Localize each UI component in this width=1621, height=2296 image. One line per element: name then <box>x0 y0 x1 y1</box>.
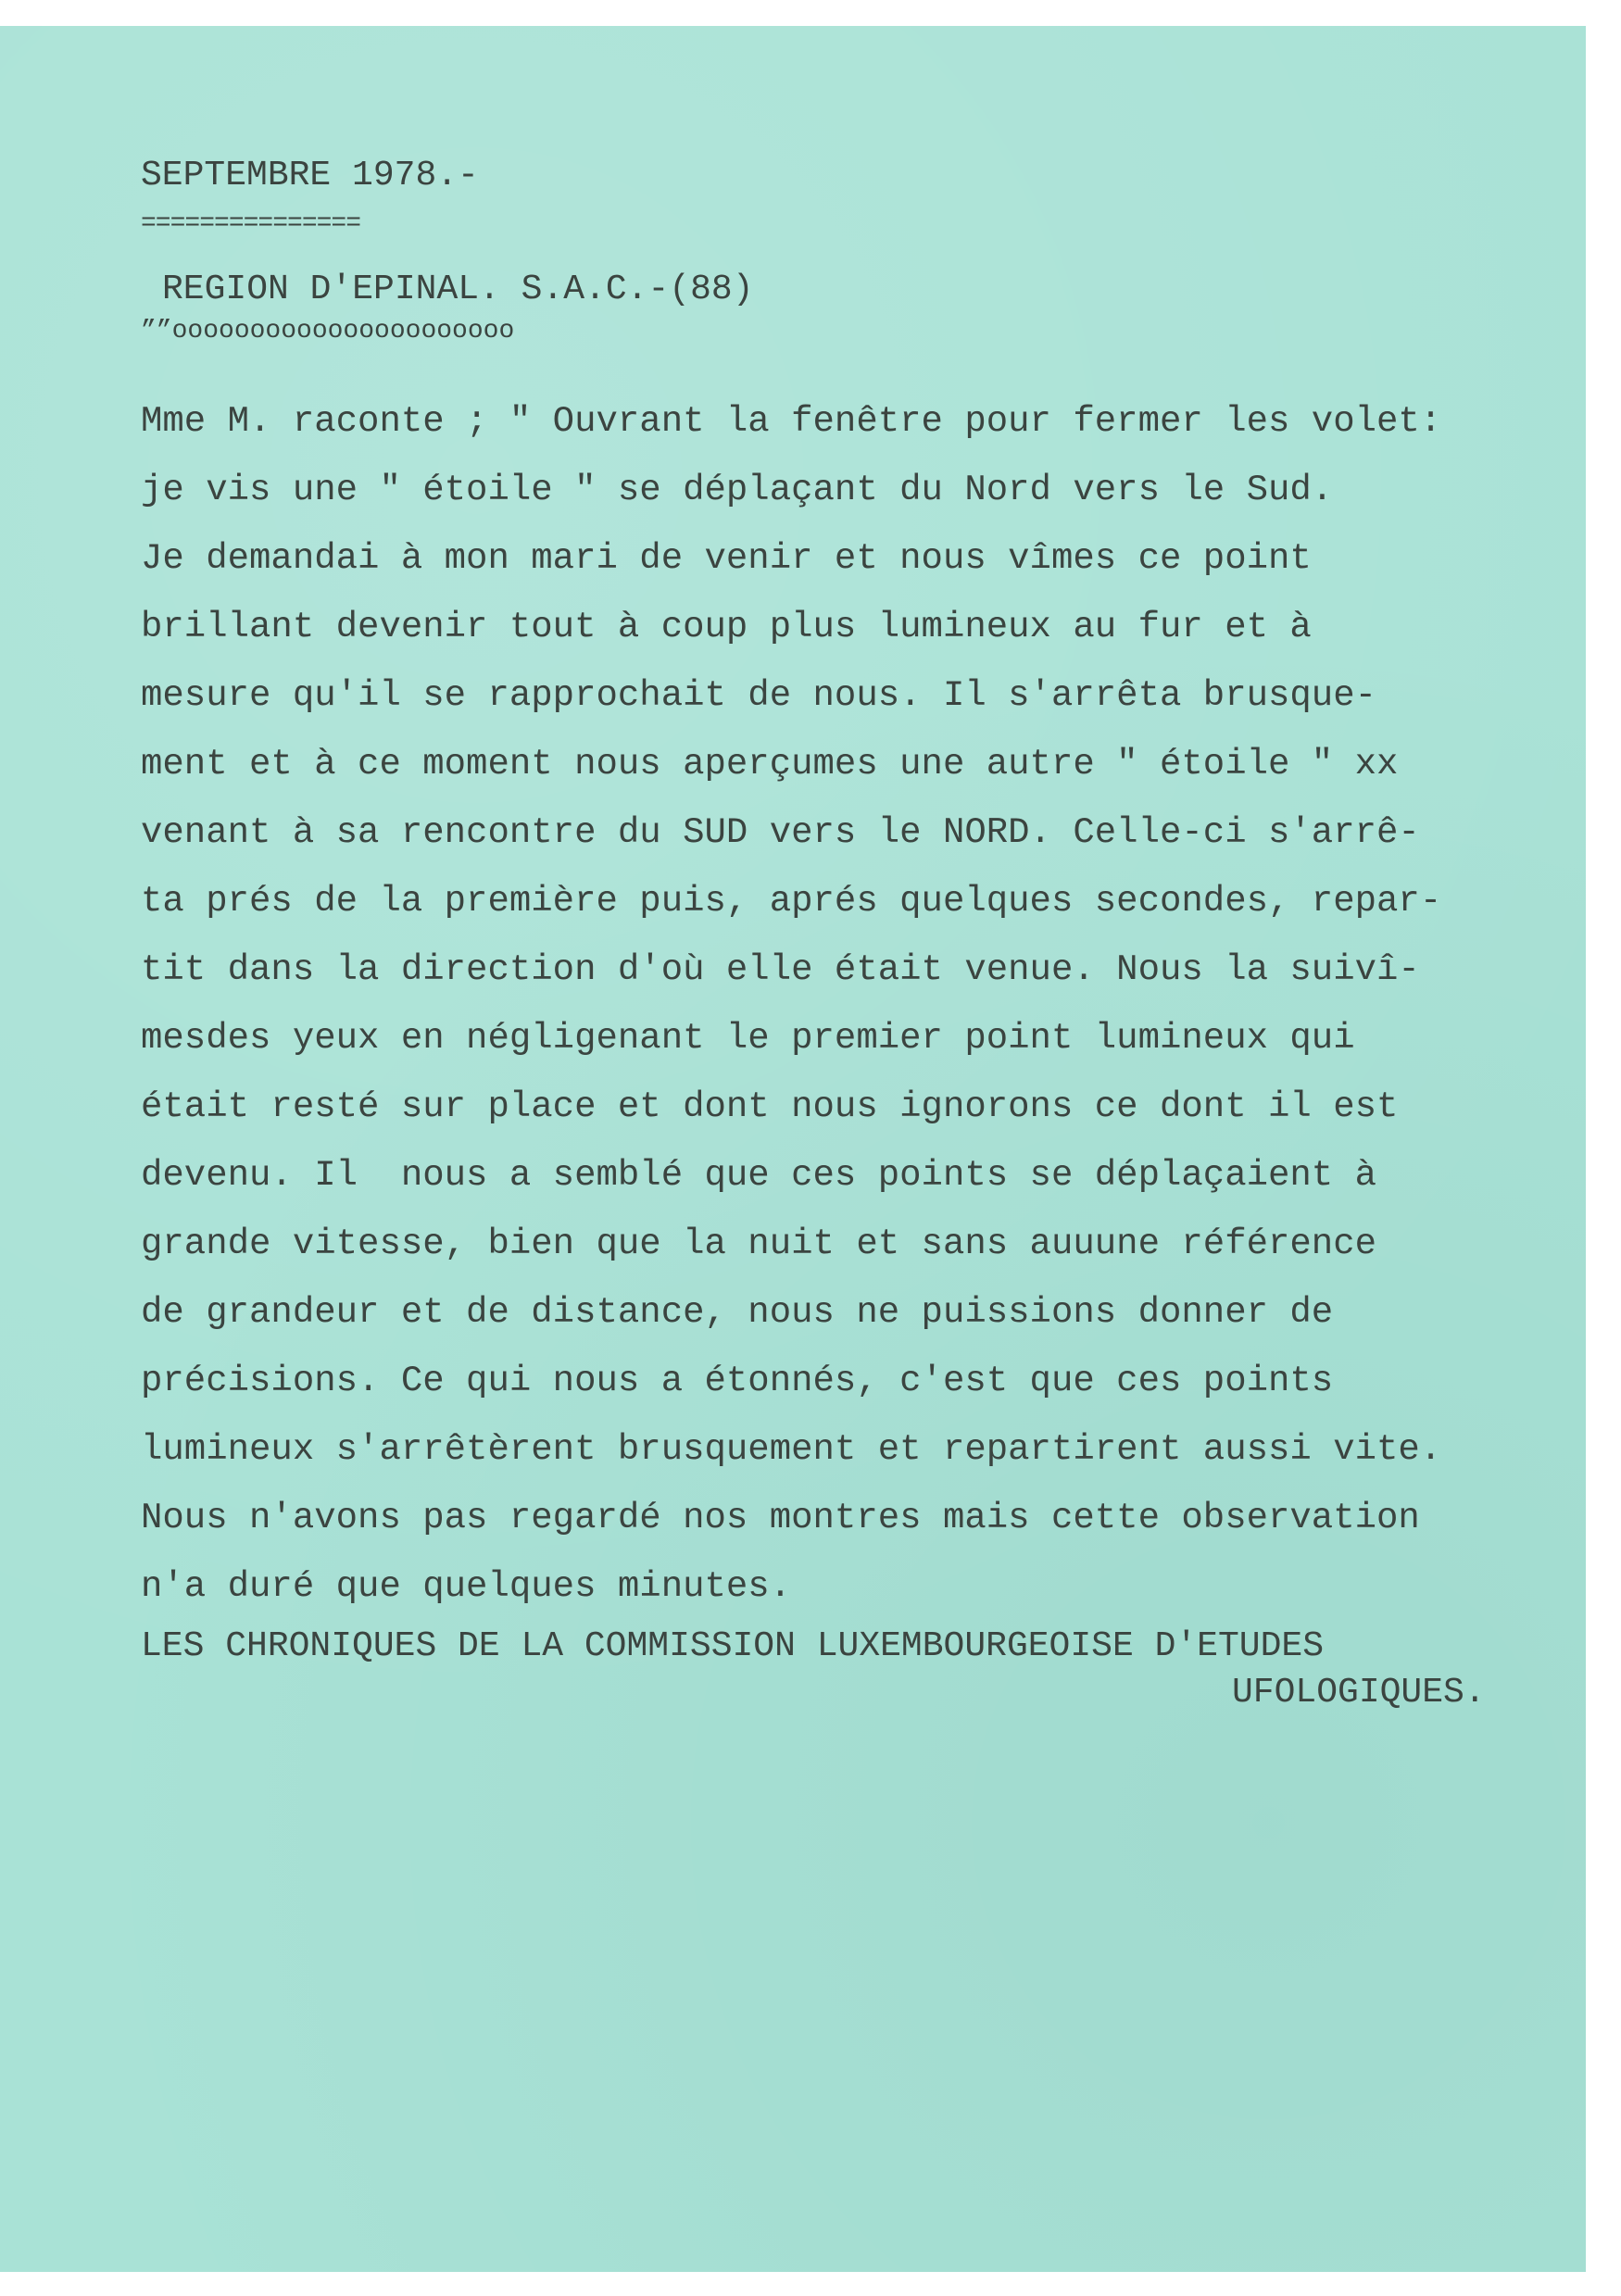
source-credit-continued: UFOLOGIQUES. <box>1232 1673 1486 1713</box>
location-heading: REGION D'EPINAL. S.A.C.-(88) <box>162 270 754 309</box>
text-line: précisions. Ce qui nous a étonnés, c'est que ces points <box>141 1361 1334 1401</box>
text-line: grande vitesse, bien que la nuit et sans auuune référence <box>141 1223 1377 1264</box>
text-line: mesdes yeux en négligenant le premier point lumineux qui <box>141 1018 1355 1059</box>
source-credit: LES CHRONIQUES DE LA COMMISSION LUXEMBOURGEOISE D'ETUDES <box>141 1626 1325 1666</box>
text-line: n'a duré que quelques minutes. <box>141 1566 792 1607</box>
text-line: Mme M. raconte ; " Ouvrant la fenêtre pour fermer les volet: <box>141 401 1442 442</box>
text-line: je vis une " étoile " se déplaçant du Nord vers le Sud. <box>141 470 1334 510</box>
document-date: SEPTEMBRE 1978.- <box>141 156 479 195</box>
location-underline: ””oooooooooooooooooooooo <box>141 317 515 345</box>
text-line: ment et à ce moment nous aperçumes une autre " étoile " xx <box>141 744 1399 784</box>
text-line: lumineux s'arrêtèrent brusquement et repartirent aussi vite. <box>141 1429 1442 1470</box>
text-line: venant à sa rencontre du SUD vers le NORD. Celle-ci s'arrê- <box>141 812 1420 853</box>
text-line: brillant devenir tout à coup plus lumineux au fur et à <box>141 607 1312 647</box>
date-underline: =============== <box>141 209 361 238</box>
text-line: ta prés de la première puis, aprés quelques secondes, repar- <box>141 881 1442 922</box>
text-line: était resté sur place et dont nous ignorons ce dont il est <box>141 1086 1399 1127</box>
text-line: de grandeur et de distance, nous ne puissions donner de <box>141 1292 1334 1333</box>
text-line: mesure qu'il se rapprochait de nous. Il s'arrêta brusque- <box>141 675 1377 716</box>
text-line: tit dans la direction d'où elle était venue. Nous la suivî- <box>141 949 1420 990</box>
typewritten-page <box>0 26 1586 2272</box>
text-line: Je demandai à mon mari de venir et nous vîmes ce point <box>141 538 1312 579</box>
testimony-text <box>141 387 1586 1621</box>
text-line: devenu. Il nous a semblé que ces points se déplaçaient à <box>141 1155 1377 1196</box>
text-line: Nous n'avons pas regardé nos montres mais cette observation <box>141 1498 1420 1538</box>
